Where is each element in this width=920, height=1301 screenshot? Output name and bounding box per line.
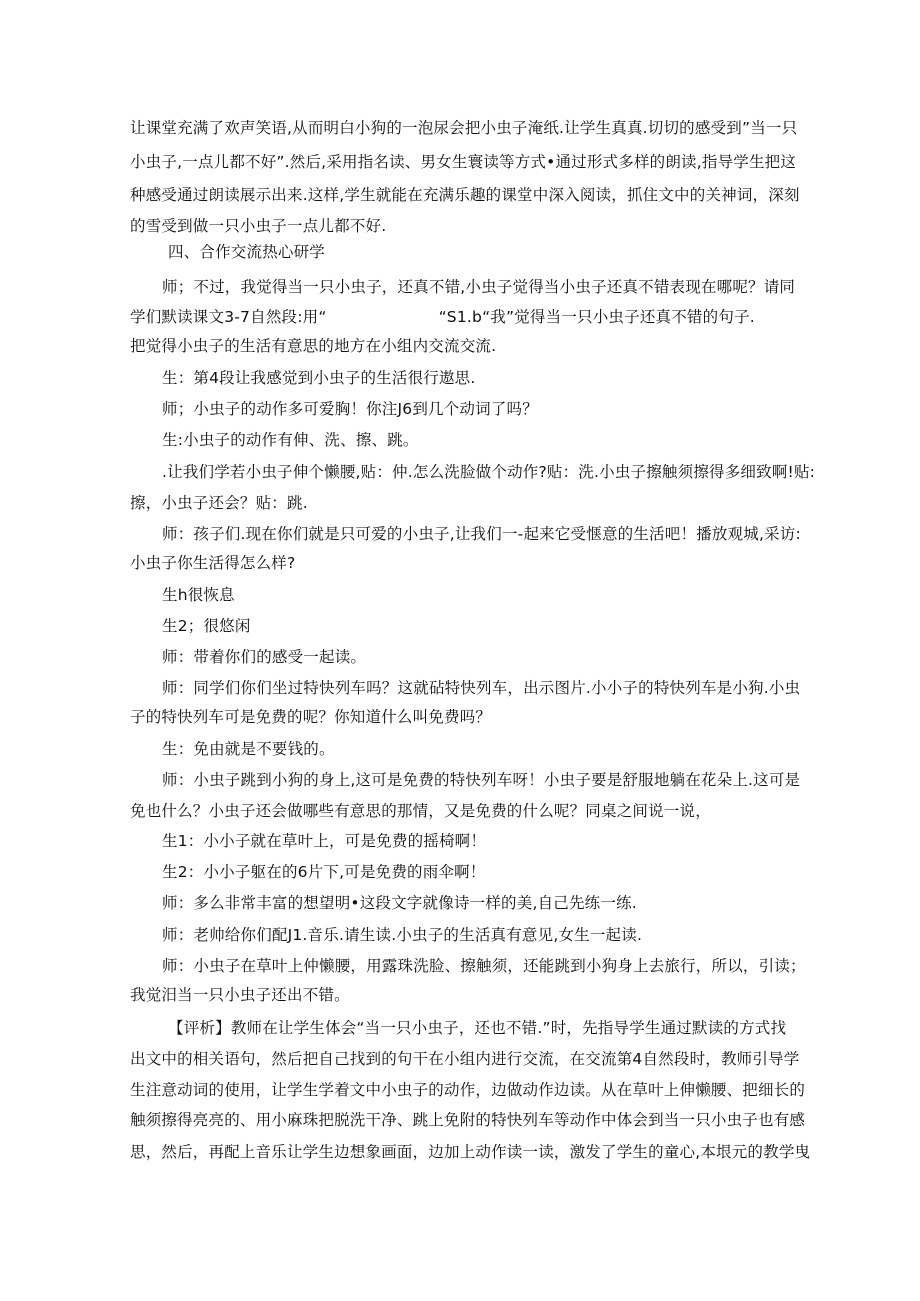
commentary-line: 触须擦得亮亮的、用小麻珠把脱洗干净、跳上免附的特快列车等动作中体会到当一只小虫子也有感 xyxy=(130,1111,806,1129)
text-line: 生h很恢息 xyxy=(162,586,235,604)
text-line: 小虫子你生活得怎么样? xyxy=(130,554,296,572)
commentary-line: 思，然后，再配上音乐让学生边想象画面，边加上动作读一读，激发了学生的童心,本垠元的教学曳 xyxy=(130,1143,811,1161)
text-line: 师；小虫子的动作多可爱胸！你注J6到几个动词了吗？ xyxy=(162,400,538,418)
text-line: 师；不过，我觉得当一只小虫子，还真不错,小虫子觉得当小虫子还真不错表现在哪呢？请同 xyxy=(162,278,796,296)
text-line: 我觉汨当一只小虫子还出不错。 xyxy=(130,986,350,1004)
text-line: 生2：小小子躯在的6片下,可是免费的雨伞啊！ xyxy=(162,863,486,881)
commentary-line: 生注意动词的使用，让学生学着文中小虫子的动作，边做动作边读。从在草叶上伸懒腰、把细长的 xyxy=(130,1081,806,1099)
text-line: 师：老帅给你们配J1.音乐.请生读.小虫子的生活真有意见,女生一起读. xyxy=(162,926,643,944)
text-line: 师：小虫子在草叶上仲懒腰，用露珠洗脸、擦触须，还能跳到小狗身上去旅行，所以，引读； xyxy=(162,957,806,975)
section-heading: 四、合作交流热心研学 xyxy=(168,243,326,261)
text-line: 让课堂充满了欢声笑语,从而明白小狗的一泡尿会把小虫子淹纸.让学生真真.切切的感受到”当一只 xyxy=(130,119,798,137)
text-line: 擦，小虫子还会？贴：跳. xyxy=(130,494,308,512)
text-line: 子的特快列车可是免费的呢？你知道什么叫免费吗？ xyxy=(130,708,492,726)
text-line: 师：小虫子跳到小狗的身上,这可是免费的特快列车呀！小虫子要是舒服地躺在花朵上.这可是 xyxy=(162,771,801,789)
text-line: 师：多么非常丰富的想望明•这段文字就像诗一样的美,自己先练一练. xyxy=(162,894,637,912)
text-line-part: 学们默读课文3-7自然段:用“ xyxy=(130,308,327,326)
commentary-line: 【评析】教师在让学生体会“当一只小虫子，还也不错.”时，先指导学生通过默读的方式找 xyxy=(168,1019,787,1037)
text-line: 把觉得小虫子的生活有意思的地方在小组内交流交流. xyxy=(130,337,497,355)
text-line: 生：免由就是不要钱的。 xyxy=(162,740,335,758)
text-line: 生2；很悠闲 xyxy=(162,617,251,635)
text-line: 师：同学们你们坐过特快列车吗？这就砧特快列车，出示图片.小小子的特快列车是小狗.小虫 xyxy=(162,679,801,697)
text-line: 生:小虫子的动作有伸、洗、擦、跳。 xyxy=(162,431,419,449)
text-line: 师：带着你们的感受一起读。 xyxy=(162,648,367,666)
text-line: 免也什么？小虫子还会做哪些有意思的那情，又是免费的什么呢？同桌之间说一说， xyxy=(130,802,711,820)
text-line: 小虫子,一点儿都不好”.然后,采用指名读、男女生寰读等方式•通过形式多样的朗读,指导学生把这 xyxy=(130,153,797,171)
text-line: .让我们学若小虫子伸个懒腰,贴：仲.怎么洗脸做个动作?贴：洗.小虫子擦触须擦得多细致啊!贴: xyxy=(162,463,816,481)
text-line: 师：孩子们.现在你们就是只可爱的小虫子,让我们一-起来它受惬意的生活吧！播放观城,采访: xyxy=(162,525,801,543)
text-line: 生1：小小子就在草叶上，可是免费的摇椅啊！ xyxy=(162,832,487,850)
text-line-part: “S1.b“我”觉得当一只小虫子还真不错的句子. xyxy=(438,308,755,326)
text-line xyxy=(130,307,755,327)
text-line: 的雪受到做一只小虫子一点儿都不好. xyxy=(130,217,387,235)
commentary-line: 出文中的相关语句，然后把自己找到的句干在小组内进行交流，在交流第4自然段时，教师引导学 xyxy=(130,1050,800,1068)
text-line: 生：第4段让我感觉到小虫子的生活很行遨思. xyxy=(162,369,476,387)
text-line: 种感受通过朗读展示出来.这样,学生就能在充满乐趣的课堂中深入阅读，抓住文中的关神词，深刻 xyxy=(130,186,800,204)
